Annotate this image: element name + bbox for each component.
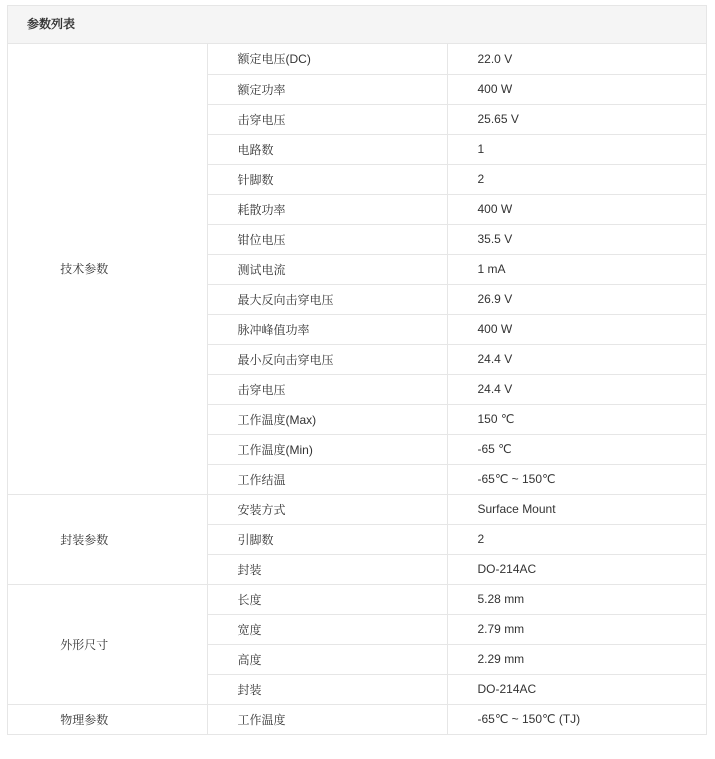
parameter-value: 25.65 V (447, 104, 706, 134)
parameter-name: 击穿电压 (207, 374, 447, 404)
parameter-name: 脉冲峰值功率 (207, 314, 447, 344)
parameter-name: 长度 (207, 584, 447, 614)
parameter-value: 26.9 V (447, 284, 706, 314)
panel-title: 参数列表 (8, 6, 706, 44)
parameter-value: DO-214AC (447, 554, 706, 584)
parameter-name: 最小反向击穿电压 (207, 344, 447, 374)
group-label: 技术参数 (8, 44, 207, 494)
parameter-value: 24.4 V (447, 374, 706, 404)
parameter-name: 工作温度(Min) (207, 434, 447, 464)
parameter-value: 400 W (447, 314, 706, 344)
parameter-name: 击穿电压 (207, 104, 447, 134)
parameter-panel (7, 5, 707, 735)
parameter-value: -65℃ ~ 150℃ (TJ) (447, 704, 706, 734)
parameter-name: 最大反向击穿电压 (207, 284, 447, 314)
parameter-value: 2 (447, 164, 706, 194)
parameter-name: 工作温度 (207, 704, 447, 734)
parameter-name: 针脚数 (207, 164, 447, 194)
parameter-value: 400 W (447, 194, 706, 224)
group-label: 封装参数 (8, 494, 207, 584)
parameter-value: 400 W (447, 74, 706, 104)
table-row (8, 44, 706, 74)
parameter-name: 耗散功率 (207, 194, 447, 224)
parameter-value: 1 (447, 134, 706, 164)
parameter-value: 5.28 mm (447, 584, 706, 614)
parameter-value: 2.29 mm (447, 644, 706, 674)
parameter-name: 工作结温 (207, 464, 447, 494)
parameter-name: 宽度 (207, 614, 447, 644)
parameter-name: 封装 (207, 674, 447, 704)
parameter-value: 1 mA (447, 254, 706, 284)
parameter-value: 35.5 V (447, 224, 706, 254)
parameter-table (8, 44, 706, 735)
parameter-name: 测试电流 (207, 254, 447, 284)
parameter-value: 24.4 V (447, 344, 706, 374)
table-row (8, 494, 706, 524)
parameter-value: -65℃ ~ 150℃ (447, 464, 706, 494)
parameter-value: DO-214AC (447, 674, 706, 704)
parameter-value: 22.0 V (447, 44, 706, 74)
parameter-name: 引脚数 (207, 524, 447, 554)
group-label: 外形尺寸 (8, 584, 207, 704)
parameter-value: 2.79 mm (447, 614, 706, 644)
parameter-value: 2 (447, 524, 706, 554)
parameter-value: -65 ℃ (447, 434, 706, 464)
parameter-name: 电路数 (207, 134, 447, 164)
group-label: 物理参数 (8, 704, 207, 734)
table-row (8, 704, 706, 734)
parameter-value: Surface Mount (447, 494, 706, 524)
parameter-table-body (8, 44, 706, 734)
parameter-value: 150 ℃ (447, 404, 706, 434)
parameter-name: 额定功率 (207, 74, 447, 104)
parameter-name: 钳位电压 (207, 224, 447, 254)
parameter-name: 安装方式 (207, 494, 447, 524)
parameter-name: 高度 (207, 644, 447, 674)
parameter-name: 额定电压(DC) (207, 44, 447, 74)
parameter-name: 工作温度(Max) (207, 404, 447, 434)
table-row (8, 584, 706, 614)
parameter-name: 封装 (207, 554, 447, 584)
